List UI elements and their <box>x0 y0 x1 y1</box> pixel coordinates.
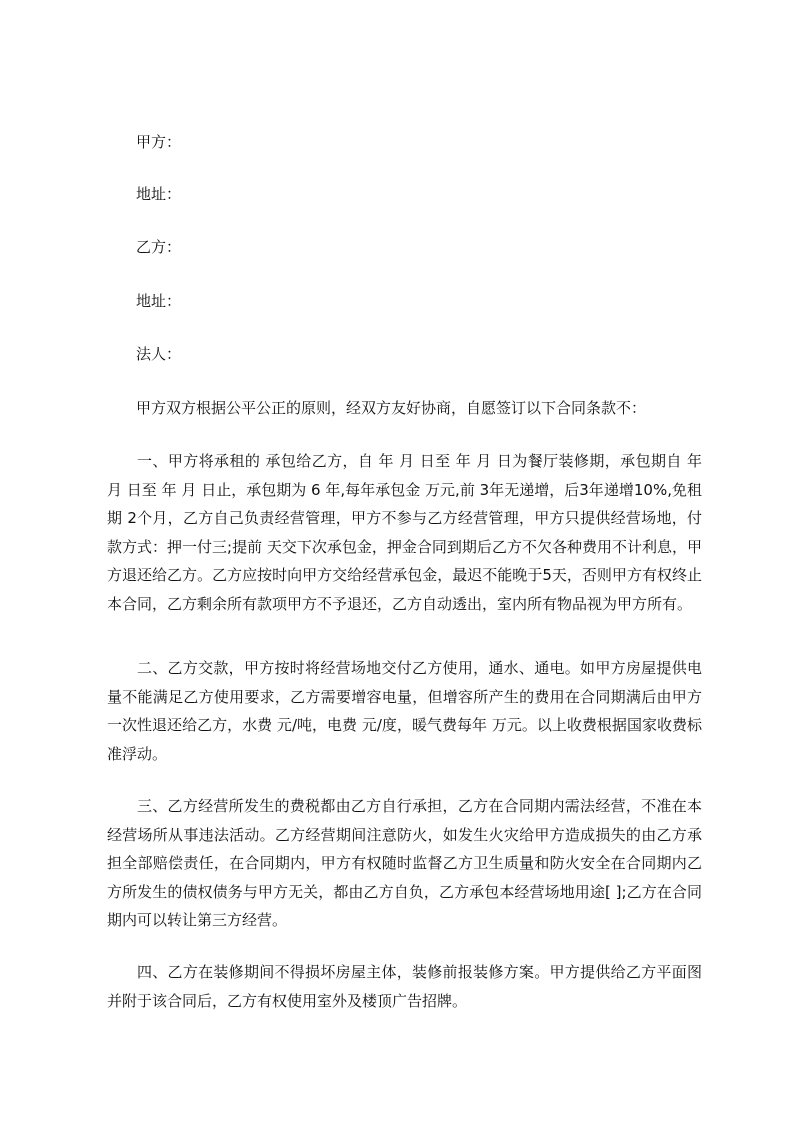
party-b-address-label: 地址： <box>136 292 182 310</box>
contract-intro: 甲方双方根据公平公正的原则，经双方友好协商，自愿签订以下合同条款不： <box>136 399 647 417</box>
clause-1: 一、甲方将承租的 承包给乙方，自 年 月 日至 年 月 日为餐厅装修期，承包期自 年 月 日至 年 月 日止，承包期为 6 年,每年承包金 万元,前 3年无递增，后3年递增10%,免租期 2个月，乙方自己负责经营管理，甲方不参与乙方经营管理，甲方只提供经营场地，付款方式：押一付三;提前 天交下次承包金，押金合同到期后乙方不欠各种费用不计利息，甲方退还给乙方。乙方应按时向甲方交给经营承包金，最迟不能晚于5天，否则甲方有权终止本合同，乙方剩余所有款项甲方不予退还，乙方自动透出，室内所有物品视为甲方所有。 <box>107 452 702 613</box>
legal-person-label: 法人： <box>136 345 182 363</box>
clause-4: 四、乙方在装修期间不得损坏房屋主体，装修前报装修方案。甲方提供给乙方平面图并附于该合同后，乙方有权使用室外及楼顶广告招牌。 <box>107 963 702 1010</box>
party-b-label: 乙方： <box>136 238 182 256</box>
party-a-label: 甲方： <box>136 133 182 151</box>
party-a-address-label: 地址： <box>136 185 182 203</box>
clause-2: 二、乙方交款，甲方按时将经营场地交付乙方使用，通水、通电。如甲方房屋提供电量不能满足乙方使用要求，乙方需要增容电量，但增容所产生的费用在合同期满后由甲方一次性退还给乙方，水费 元/吨，电费 元/度，暖气费每年 万元。以上收费根据国家收费标准浮动。 <box>107 659 702 763</box>
clause-3: 三、乙方经营所发生的费税都由乙方自行承担，乙方在合同期内需法经营，不准在本经营场所从事违法活动。乙方经营期间注意防火，如发生火灾给甲方造成损失的由乙方承担全部赔偿责任，在合同期内，甲方有权随时监督乙方卫生质量和防火安全在合同期内乙方所发生的债权债务与甲方无关，都由乙方自负，乙方承包本经营场地用途[ ];乙方在合同期内可以转让第三方经营。 <box>107 797 702 929</box>
